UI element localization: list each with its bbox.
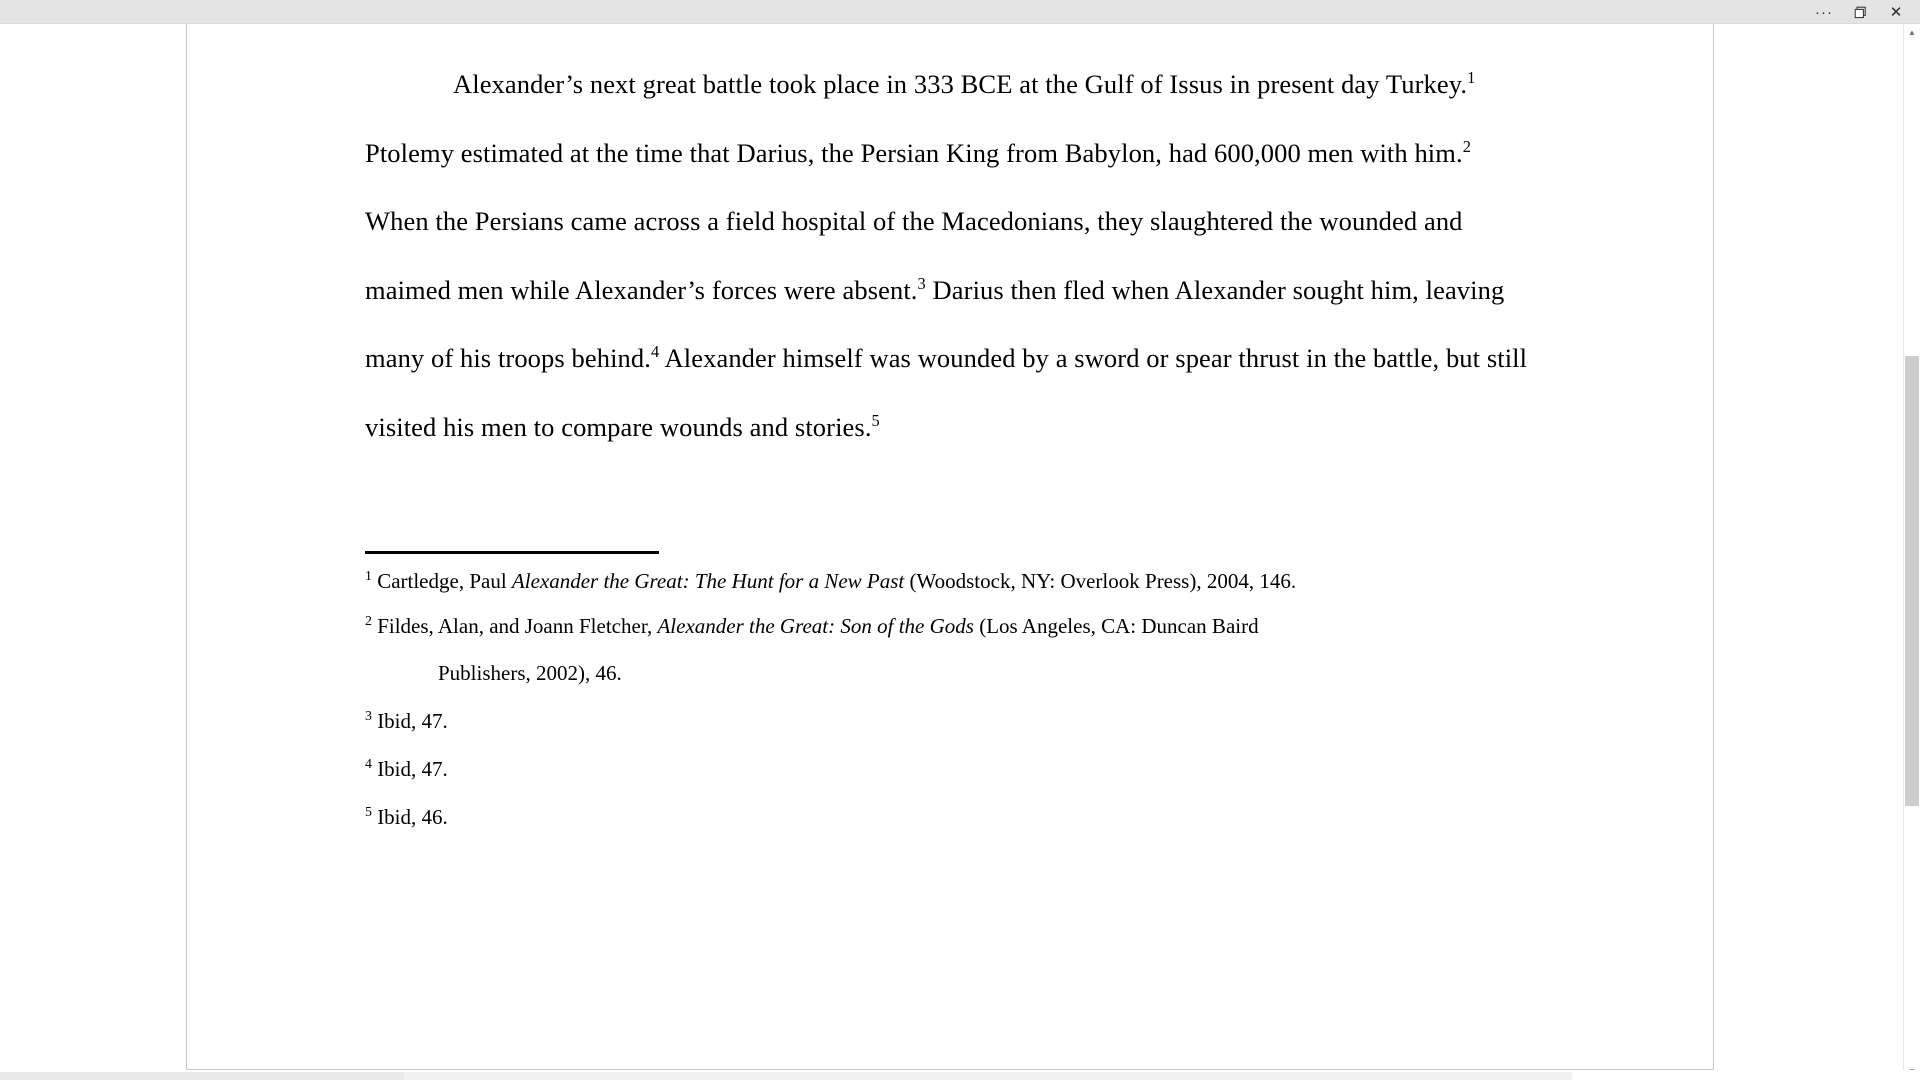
paragraph-segment-5: Alexander himself was wounded by a sword or spear thrust in the battle, but still visited his men to compare wounds and stories. (365, 343, 1528, 442)
footnote-text-5: Ibid, 46. (377, 805, 448, 829)
footnote-text-post-1: (Woodstock, NY: Overlook Press), 2004, 146. (904, 569, 1297, 593)
page-content-area (187, 24, 1713, 1070)
footnote-text-4: Ibid, 47. (377, 757, 448, 781)
footnote-number-2: 2 (365, 613, 372, 628)
document-workspace (0, 24, 1920, 1080)
footnote-list (365, 567, 1545, 831)
document-page[interactable] (186, 24, 1714, 1070)
left-margin-gutter (0, 24, 186, 1080)
footnote-item-4[interactable] (365, 755, 1545, 783)
restore-window-icon[interactable] (1842, 0, 1878, 24)
footnote-item-1[interactable] (365, 567, 1545, 595)
horizontal-scroll-thumb[interactable] (404, 1072, 1572, 1080)
bottom-scroll-strip[interactable] (0, 1070, 1920, 1080)
footnote-ref-3[interactable]: 3 (917, 273, 926, 293)
paragraph-segment-2: Ptolemy estimated at the time that Darius, the Persian King from Babylon, had 600,000 men with him. (365, 137, 1463, 168)
footnote-text-pre-1: Cartledge, Paul (377, 569, 512, 593)
scrollbar-thumb[interactable] (1905, 356, 1919, 806)
footnote-number-1: 1 (365, 568, 372, 583)
scrollbar-track-upper[interactable] (1904, 41, 1920, 356)
footnote-ref-1[interactable]: 1 (1467, 68, 1476, 88)
body-paragraph[interactable] (365, 50, 1535, 461)
footnote-ref-5[interactable]: 5 (871, 410, 880, 430)
horizontal-scroll-track[interactable] (0, 1072, 404, 1080)
footnote-text-3: Ibid, 47. (377, 709, 448, 733)
footnote-ref-4[interactable]: 4 (650, 342, 660, 362)
footnote-text-pre-2: Fildes, Alan, and Joann Fletcher, (377, 614, 658, 638)
scroll-up-arrow-icon[interactable]: ▲ (1904, 24, 1920, 41)
footnote-item-3[interactable] (365, 707, 1545, 735)
right-margin-gutter (1714, 24, 1920, 1080)
footnote-title-2: Alexander the Great: Son of the Gods (657, 614, 974, 638)
paragraph-segment-4: Darius then fled when Alexander sought him, leaving many of his troops behind. (365, 274, 1505, 373)
more-options-icon[interactable]: ··· (1815, 3, 1833, 21)
footnote-number-3: 3 (365, 708, 372, 723)
footnote-separator (365, 551, 659, 554)
close-icon[interactable]: ✕ (1889, 3, 1903, 21)
footnote-item-5[interactable] (365, 803, 1545, 831)
footnote-title-1: Alexander the Great: The Hunt for a New Past (511, 569, 905, 593)
footnote-ref-2[interactable]: 2 (1462, 136, 1472, 156)
window-controls (1806, 0, 1914, 24)
footnote-number-5: 5 (365, 804, 372, 819)
footnote-number-4: 4 (365, 756, 372, 771)
window-title-bar (0, 0, 1920, 24)
footnote-item-2[interactable] (365, 612, 1545, 687)
vertical-scrollbar[interactable] (1903, 24, 1920, 1080)
paragraph-segment-3: When the Persians came across a field hospital of the Macedonians, they slaughtered the wounded and maimed men while Alexander’s forces were absent. (365, 206, 1463, 305)
paragraph-segment-1: Alexander’s next great battle took place in 333 BCE at the Gulf of Issus in present day Turkey. (453, 69, 1468, 99)
footnote-text-post-2: (Los Angeles, CA: Duncan Baird (973, 614, 1259, 638)
footnote-continuation-2: Publishers, 2002), 46. (438, 661, 622, 685)
